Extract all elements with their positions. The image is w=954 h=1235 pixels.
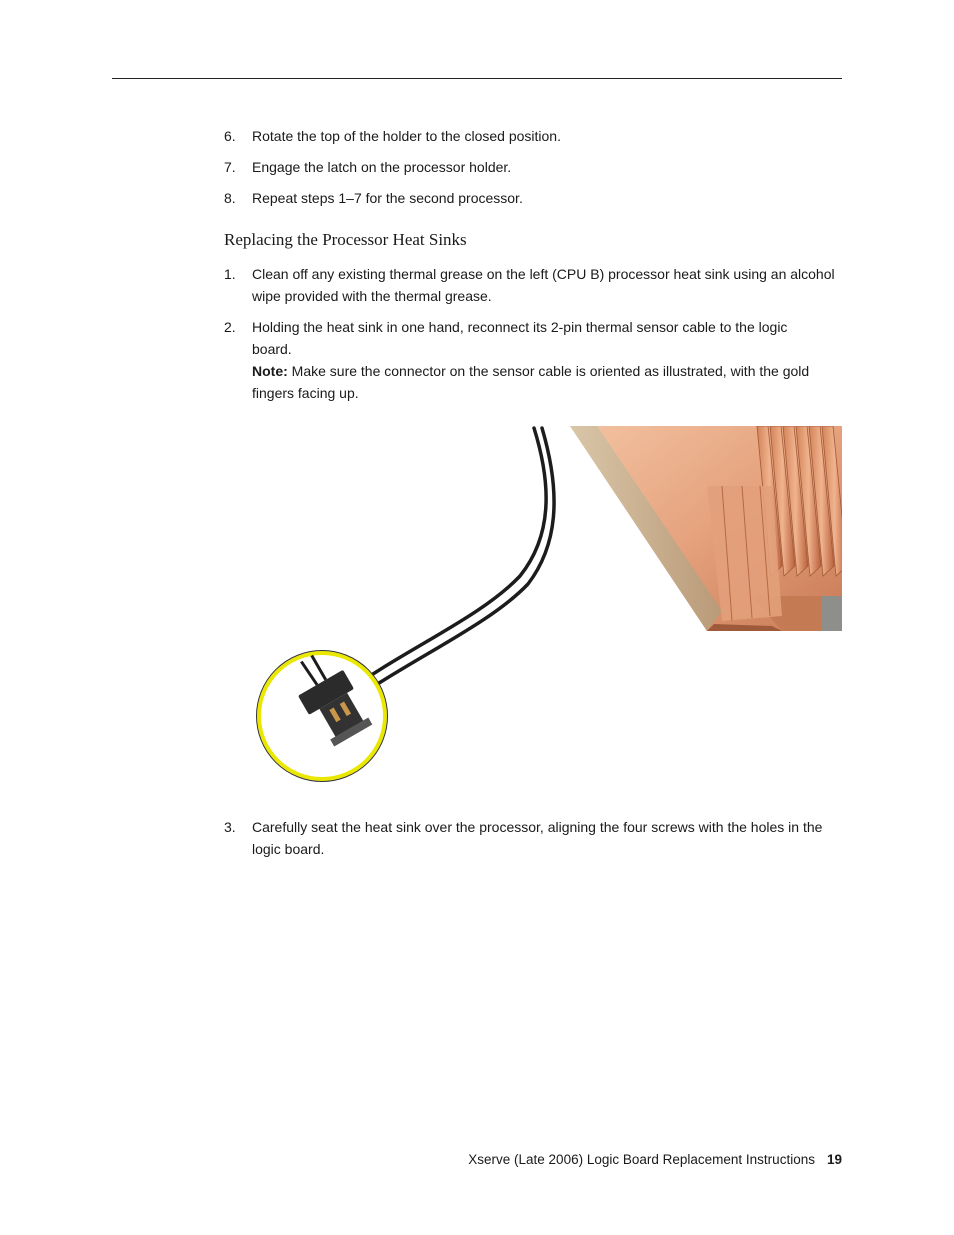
section-heading: Replacing the Processor Heat Sinks — [224, 230, 467, 249]
step-text-line: wipe provided with the thermal grease. — [252, 288, 492, 304]
sensor-cable-image — [352, 428, 554, 694]
heat-sink-figure — [252, 426, 842, 786]
footer-title: Xserve (Late 2006) Logic Board Replacement Instructions — [468, 1152, 815, 1167]
step-text-line: Holding the heat sink in one hand, reconnect its 2-pin thermal sensor cable to the logic — [252, 319, 788, 335]
page-number: 19 — [826, 1152, 842, 1167]
step-number: 3. — [224, 819, 236, 835]
step-text-line: logic board. — [252, 841, 325, 857]
step-number: 8. — [224, 190, 236, 206]
step-text: Repeat steps 1–7 for the second processor. — [252, 190, 523, 206]
header-rule — [112, 78, 842, 79]
heat-sink-image — [570, 426, 842, 631]
step-number: 2. — [224, 319, 236, 335]
step-number: 6. — [224, 128, 236, 144]
step-number: 7. — [224, 159, 236, 175]
connector-callout — [257, 646, 388, 782]
note-text: Make sure the connector on the sensor cable is oriented as illustrated, with the gold — [287, 363, 810, 379]
note-label: Note: — [252, 363, 288, 379]
step-number: 1. — [224, 266, 236, 282]
step-text: Engage the latch on the processor holder. — [252, 159, 512, 175]
note-text-line: fingers facing up. — [252, 385, 359, 401]
step-text-line: board. — [252, 341, 292, 357]
step-text: Rotate the top of the holder to the closed position. — [252, 128, 561, 144]
step-text-line: Clean off any existing thermal grease on the left (CPU B) processor heat sink using an alcohol — [252, 266, 835, 282]
step-text-line: Carefully seat the heat sink over the processor, aligning the four screws with the holes in the — [252, 819, 823, 835]
page-footer — [468, 1152, 842, 1167]
note — [252, 360, 809, 382]
